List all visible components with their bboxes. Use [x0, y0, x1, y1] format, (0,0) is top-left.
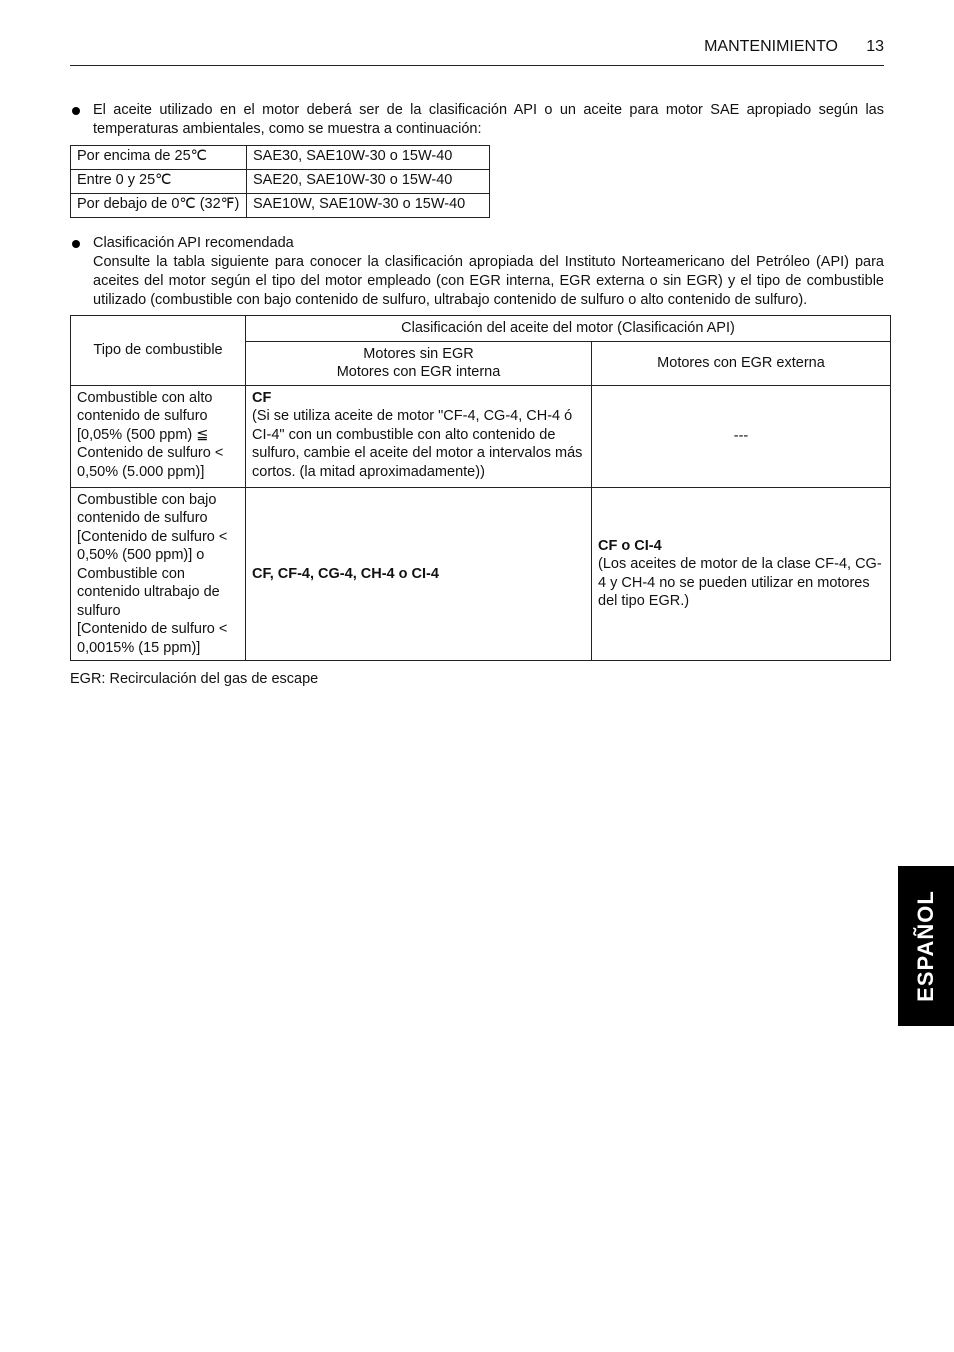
oil-cell: SAE10W, SAE10W-30 o 15W-40 — [247, 194, 490, 218]
fuel-cell: Combustible con alto contenido de sulfuro [0,05% (500 ppm) ≦ Contenido de sulfuro < 0,50% (5.000 ppm)] — [71, 385, 246, 487]
oil-class: CF — [252, 389, 272, 406]
temperature-oil-table — [70, 145, 490, 218]
oil-class: CF o CI-4 — [598, 537, 662, 554]
no-egr-cell — [246, 385, 592, 487]
table-row — [71, 170, 490, 194]
table-row — [71, 194, 490, 218]
oil-note: (Si se utiliza aceite de motor "CF-4, CG-4, CH-4 ó CI-4" con un combustible con alto contenido de sulfuro, cambie el aceite del motor a intervalos más cortos. (la mitad aproximadamente)) — [252, 408, 583, 480]
bullet-api-classification — [70, 234, 884, 310]
header-no-egr-line2: Motores con EGR interna — [336, 364, 501, 380]
oil-cell: SAE30, SAE10W-30 o 15W-40 — [247, 146, 490, 170]
ext-egr-cell — [592, 487, 891, 661]
ext-egr-cell: --- — [592, 385, 891, 487]
fuel-line: [Contenido de sulfuro < 0,0015% (15 ppm)] — [77, 621, 228, 656]
no-egr-cell: CF, CF-4, CG-4, CH-4 o CI-4 — [246, 487, 592, 661]
fuel-line: Combustible con contenido ultrabajo de sulfuro — [77, 565, 220, 619]
table-row — [71, 487, 891, 661]
header-ext-egr: Motores con EGR externa — [592, 341, 891, 385]
api-classification-table — [70, 315, 891, 661]
table-row — [71, 146, 490, 170]
temp-cell: Entre 0 y 25℃ — [71, 170, 247, 194]
header-no-egr — [246, 341, 592, 385]
temp-cell: Por encima de 25℃ — [71, 146, 247, 170]
oil-note: (Los aceites de motor de la clase CF-4, CG-4 y CH-4 no se pueden utilizar en motores del tipo EGR.) — [598, 556, 882, 610]
header-no-egr-line1: Motores sin EGR — [363, 345, 474, 362]
section-title: MANTENIMIENTO — [704, 38, 838, 55]
bullet-text: Consulte la tabla siguiente para conocer la clasificación apropiada del Instituto Norteamericano del Petróleo (API) para aceites del motor según el tipo del motor empleado (con EGR interna, EGR externa o sin EGR) y el tipo de combustible utilizado (combustible con bajo contenido de sulfuro, ultrabajo contenido de sulfuro o alto contenido de sulfuro). — [93, 254, 884, 308]
bullet-dot-icon — [72, 107, 80, 115]
bullet-text: El aceite utilizado en el motor deberá ser de la clasificación API o un aceite para motor SAE apropiado según las temperaturas ambientales, como se muestra a continuación: — [93, 102, 884, 137]
fuel-line: [Contenido de sulfuro < 0,50% (500 ppm)] o — [77, 528, 228, 563]
fuel-line: Combustible con bajo contenido de sulfuro — [77, 491, 217, 526]
bullet-oil-classification — [70, 101, 884, 139]
header-fuel-type: Tipo de combustible — [71, 316, 246, 386]
table-row — [71, 385, 891, 487]
footnote: EGR: Recirculación del gas de escape — [70, 671, 319, 687]
temp-cell: Por debajo de 0℃ (32℉) — [71, 194, 247, 218]
language-tab-label: ESPAÑOL — [913, 890, 938, 1002]
language-tab — [898, 866, 954, 1026]
page-header — [70, 36, 884, 66]
table-header-row — [71, 316, 891, 342]
fuel-cell — [71, 487, 246, 661]
page-number: 13 — [866, 38, 884, 55]
bullet-dot-icon — [72, 240, 80, 248]
header-oil-classification: Clasificación del aceite del motor (Clasificación API) — [246, 316, 891, 342]
oil-cell: SAE20, SAE10W-30 o 15W-40 — [247, 170, 490, 194]
bullet-title: Clasificación API recomendada — [93, 235, 294, 251]
